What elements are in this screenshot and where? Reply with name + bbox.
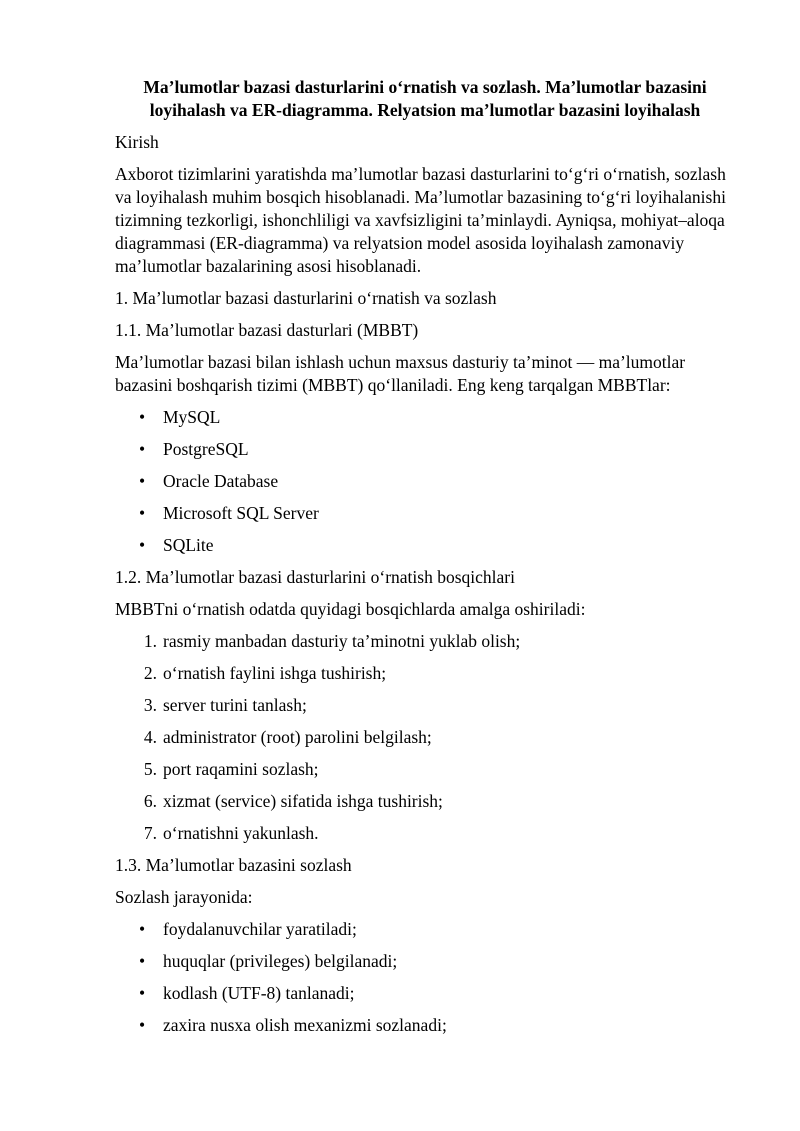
list-item-text: PostgreSQL [163,439,249,459]
list-item-text: rasmiy manbadan dasturiy ta’minotni yuklab olish; [163,631,521,651]
list-item [115,406,735,429]
list-item-text: xizmat (service) sifatida ishga tushirish; [163,791,443,811]
bullet-icon: • [139,439,146,459]
list-item [115,534,735,557]
list-item-text: MySQL [163,407,221,427]
title-line-1: Ma’lumotlar bazasi dasturlarini o‘rnatish va sozlash. Ma’lumotlar bazasini [143,77,707,97]
section-1-2-paragraph: MBBTni o‘rnatish odatda quyidagi bosqichlarda amalga oshiriladi: [115,599,586,619]
step-number: 6. [143,791,157,811]
bullet-icon: • [139,471,146,491]
bullet-icon: • [139,503,146,523]
list-item-text: o‘rnatish faylini ishga tushirish; [163,663,387,683]
step-number: 4. [143,727,157,747]
list-item [115,630,735,653]
bullet-icon: • [139,919,146,939]
list-item-text: foydalanuvchilar yaratiladi; [163,919,357,939]
bullet-icon: • [139,407,146,427]
list-item [115,438,735,461]
list-item [115,502,735,525]
title-line-2: loyihalash va ER-diagramma. Relyatsion ma’lumotlar bazasini loyihalash [149,100,701,120]
list-item [115,758,735,781]
list-item-text: port raqamini sozlash; [163,759,319,779]
list-item [115,662,735,685]
bullet-icon: • [139,1015,146,1035]
section-1-1-paragraph: Ma’lumotlar bazasi bilan ishlash uchun maxsus dasturiy ta’minot — ma’lumotlar bazasini boshqarish tizimi (MBBT) qo‘llaniladi. Eng keng tarqalgan MBBTlar: [115,352,686,395]
list-item-text: o‘rnatishni yakunlash. [163,823,319,843]
section-1-3-heading: 1.3. Ma’lumotlar bazasini sozlash [115,855,352,875]
list-item-text: SQLite [163,535,214,555]
bullet-icon: • [139,535,146,555]
config-list [115,918,735,1037]
list-item [115,694,735,717]
section-1-heading: 1. Ma’lumotlar bazasi dasturlarini o‘rnatish va sozlash [115,288,497,308]
document-title [115,76,735,122]
list-item-text: server turini tanlash; [163,695,307,715]
section-1-2-heading: 1.2. Ma’lumotlar bazasi dasturlarini o‘rnatish bosqichlari [115,567,515,587]
list-item [115,918,735,941]
intro-paragraph: Axborot tizimlarini yaratishda ma’lumotlar bazasi dasturlarini to‘g‘ri o‘rnatish, sozlash va loyihalash muhim bosqich hisoblanadi. Ma’lumotlar bazasining to‘g‘ri loyihalanishi tizimning tezkorligi, ishonchliligi va xavfsizligini ta’minlaydi. Ayniqsa, mohiyat–aloqa diagrammasi (ER-diagramma) va relyatsion model asosida loyihalash zamonaviy ma’lumotlar bazalarining asosi hisoblanadi. [115,164,726,276]
dbms-list [115,406,735,557]
bullet-icon: • [139,983,146,1003]
bullet-icon: • [139,951,146,971]
step-number: 3. [143,695,157,715]
list-item-text: administrator (root) parolini belgilash; [163,727,432,747]
list-item-text: kodlash (UTF-8) tanlanadi; [163,983,355,1003]
document-content [115,76,735,1046]
list-item-text: Oracle Database [163,471,279,491]
list-item-text: huquqlar (privileges) belgilanadi; [163,951,398,971]
list-item [115,726,735,749]
list-item [115,982,735,1005]
list-item [115,822,735,845]
intro-heading: Kirish [115,132,159,152]
step-number: 5. [143,759,157,779]
install-steps-list [115,630,735,845]
step-number: 7. [143,823,157,843]
list-item [115,950,735,973]
section-1-1-heading: 1.1. Ma’lumotlar bazasi dasturlari (MBBT) [115,320,419,340]
step-number: 2. [143,663,157,683]
list-item [115,1014,735,1037]
list-item-text: Microsoft SQL Server [163,503,319,523]
list-item [115,790,735,813]
list-item-text: zaxira nusxa olish mexanizmi sozlanadi; [163,1015,447,1035]
list-item [115,470,735,493]
section-1-3-paragraph: Sozlash jarayonida: [115,887,253,907]
step-number: 1. [143,631,157,651]
